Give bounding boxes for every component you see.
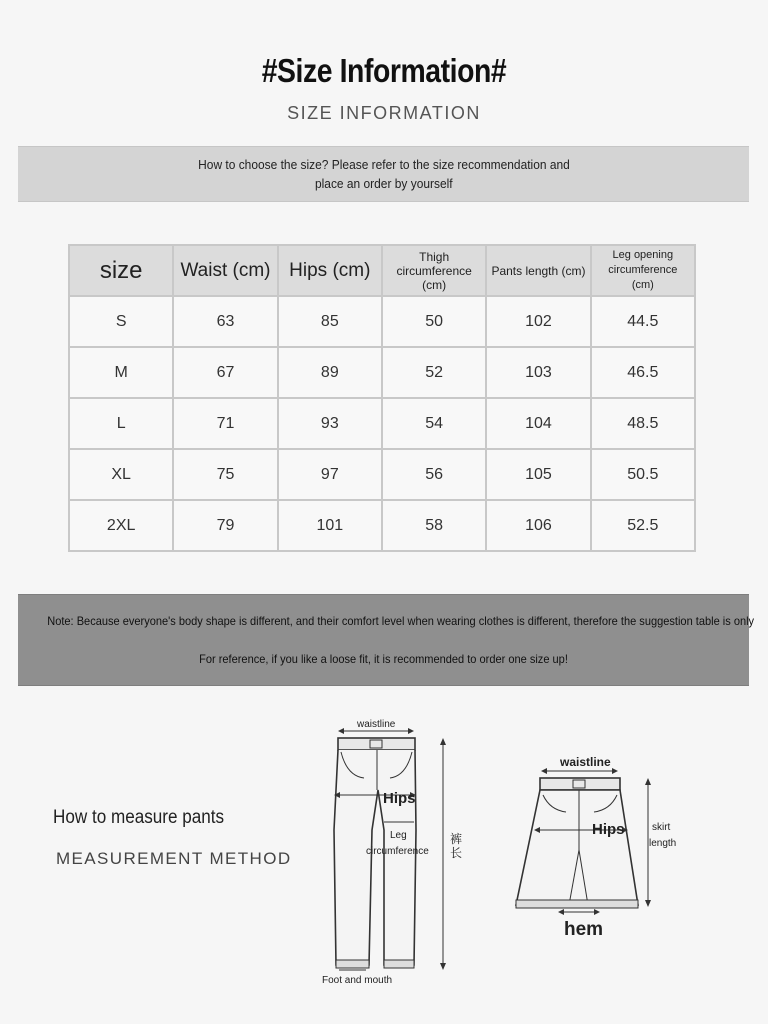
size-advice-banner [18,146,749,202]
cell-length: 102 [486,296,590,347]
cell-leg: 52.5 [591,500,695,551]
table-row [69,398,695,449]
cell-length: 104 [486,398,590,449]
pants-foot-label: Foot and mouth [322,975,393,986]
cell-size: XL [69,449,173,500]
pants-waistline-label: waistline [357,719,396,730]
cell-thigh: 58 [382,500,486,551]
header-length: Pants length (cm) [486,245,590,296]
cell-hips: 93 [278,398,382,449]
skirt-length-label-2: length [649,838,677,849]
cell-thigh: 52 [382,347,486,398]
pants-length-label-2: 长 [450,846,463,860]
cell-thigh: 50 [382,296,486,347]
cell-length: 105 [486,449,590,500]
note-line-1: Note: Because everyone's body shape is different, and their comfort level when wearing clothes is different, therefore the suggestion table is only [47,614,755,628]
header-size: size [69,245,173,296]
measure-title: How to measure pants [53,807,225,828]
cell-size: S [69,296,173,347]
header-leg-opening [591,245,695,296]
cell-hips: 101 [278,500,382,551]
note-line-2: For reference, if you like a loose fit, it is recommended to order one size up! [199,652,568,666]
cell-leg: 50.5 [591,449,695,500]
table-header-row [69,245,695,296]
pants-leg-label-2: circumference [366,846,429,857]
header-thigh: Thigh circumference (cm) [382,245,486,296]
cell-size: 2XL [69,500,173,551]
table-row [69,449,695,500]
cell-length: 103 [486,347,590,398]
cell-length: 106 [486,500,590,551]
cell-hips: 97 [278,449,382,500]
cell-leg: 46.5 [591,347,695,398]
pants-leg-label-1: Leg [390,830,407,841]
page-subtitle: SIZE INFORMATION [287,103,481,123]
cell-waist: 79 [173,500,277,551]
skirt-waistline-label: waistline [560,755,611,769]
cell-waist: 75 [173,449,277,500]
table-row [69,296,695,347]
cell-waist: 63 [173,296,277,347]
cell-leg: 48.5 [591,398,695,449]
cell-size: L [69,398,173,449]
header-hips: Hips (cm) [278,245,382,296]
cell-leg: 44.5 [591,296,695,347]
header-leg-opening-line-2: circumference [608,264,678,276]
cell-waist: 67 [173,347,277,398]
cell-waist: 71 [173,398,277,449]
skirt-hips-label: Hips [592,821,625,838]
pants-hips-label: Hips [383,790,416,807]
cell-thigh: 54 [382,398,486,449]
header-leg-opening-line-1: Leg opening [612,249,674,261]
cell-hips: 89 [278,347,382,398]
skirt-illustration [516,768,651,915]
cell-thigh: 56 [382,449,486,500]
banner-line-1: How to choose the size? Please refer to the size recommendation and [197,157,570,172]
size-table [68,244,696,552]
fit-note-banner [18,594,755,686]
table-row [69,347,695,398]
header-waist: Waist (cm) [173,245,277,296]
page-title: #Size Information# [261,52,507,89]
cell-hips: 85 [278,296,382,347]
skirt-hem-label: hem [564,919,604,940]
pants-length-label-1: 裤 [450,832,463,846]
measurement-diagrams [0,700,768,1000]
table-row [69,500,695,551]
measure-subtitle: MEASUREMENT METHOD [56,849,292,868]
skirt-length-label-1: skirt [652,822,671,833]
header-leg-opening-line-3: (cm) [631,279,654,291]
banner-line-2: place an order by yourself [314,176,453,191]
cell-size: M [69,347,173,398]
